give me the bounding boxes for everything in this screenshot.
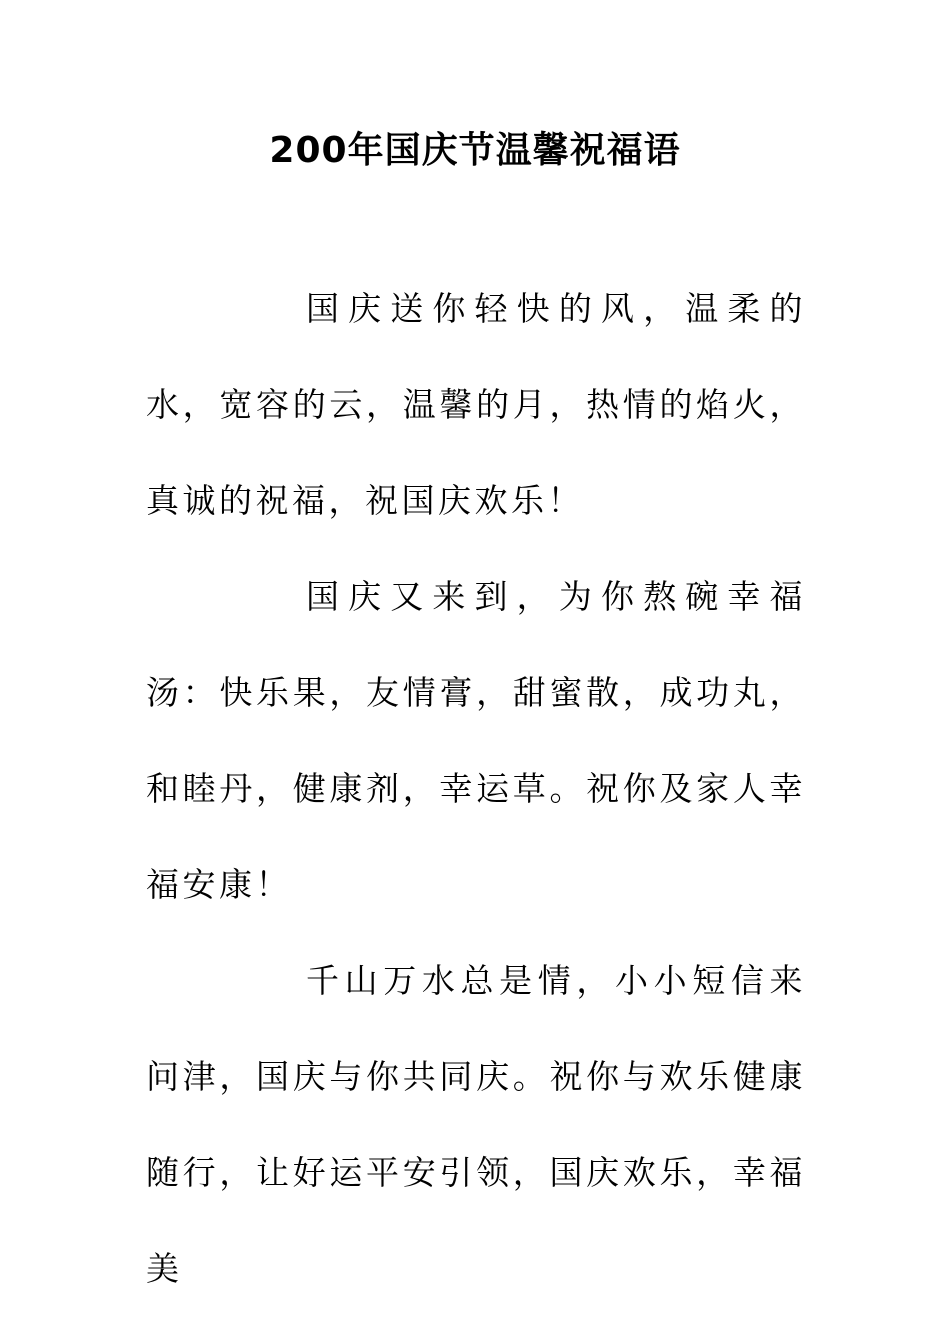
paragraph-3: 千山万水总是情，小小短信来问津，国庆与你共同庆。祝你与欢乐健康随行，让好运平安引领，国庆欢乐，幸福美 [146,961,806,1288]
document-title: 200年国庆节温馨祝福语 [269,130,681,171]
paragraph-2: 国庆又来到，为你熬碗幸福汤：快乐果，友情膏，甜蜜散，成功丸，和睦丹，健康剂，幸运草。祝你及家人幸福安康！ [146,577,806,904]
paragraph-1: 国庆送你轻快的风，温柔的水，宽容的云，温馨的月，热情的焰火，真诚的祝福，祝国庆欢乐！ [146,289,806,520]
document-body [146,261,806,1317]
